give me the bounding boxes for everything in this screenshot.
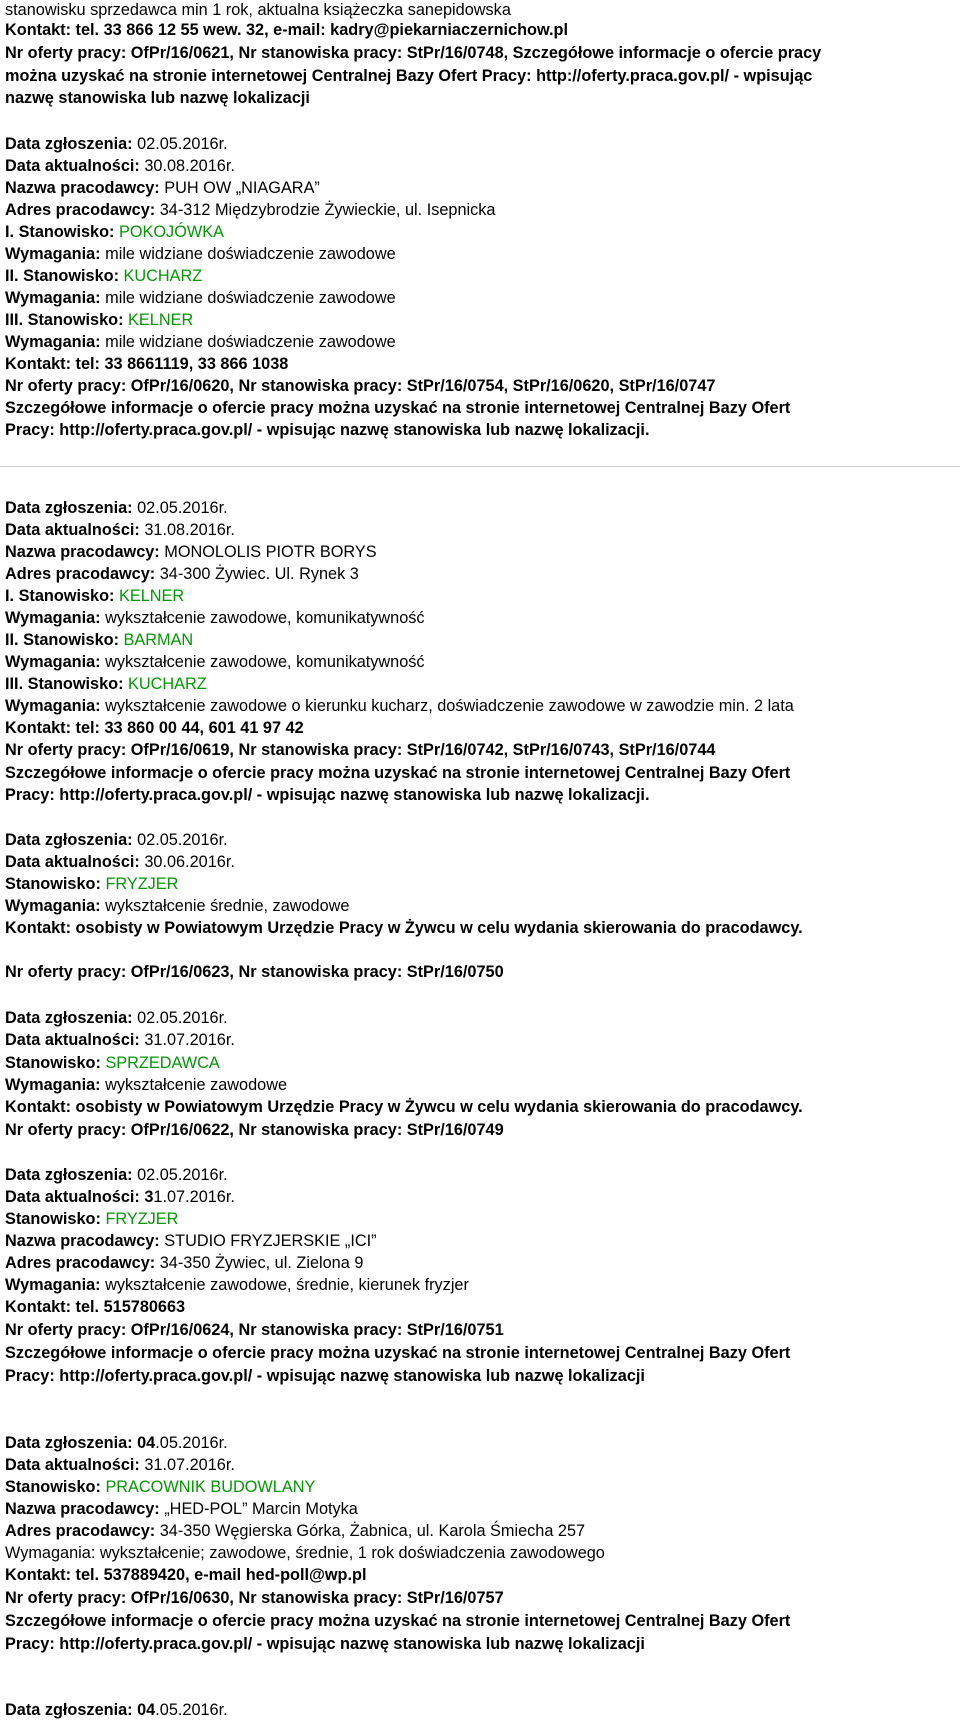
contact-line: Kontakt: tel. 515780663 (5, 1298, 186, 1316)
employer-address: Adres pracodawcy: 34-350 Węgierska Górka, Żabnica, ul. Karola Śmiecha 257 (5, 1522, 586, 1540)
date-valid: Data aktualności: 30.06.2016r. (5, 853, 235, 871)
employer-name: Nazwa pracodawcy: STUDIO FRYZJERSKIE „ICI” (5, 1232, 377, 1250)
requirements: Wymagania: mile widziane doświadczenie zawodowe (5, 245, 396, 263)
date-submitted: Data zgłoszenia: 02.05.2016r. (5, 1166, 228, 1184)
employer-name: Nazwa pracodawcy: PUH OW „NIAGARA” (5, 179, 320, 197)
requirements: Wymagania: wykształcenie zawodowe, komunikatywność (5, 653, 425, 671)
position: Stanowisko: FRYZJER (5, 875, 179, 893)
employer-name: Nazwa pracodawcy: „HED-POL” Marcin Motyka (5, 1500, 358, 1518)
contact-line: Kontakt: tel. 537889420, e-mail hed-poll@wp.pl (5, 1566, 367, 1584)
requirements: Wymagania: mile widziane doświadczenie zawodowe (5, 289, 396, 307)
requirements: Wymagania: wykształcenie średnie, zawodowe (5, 897, 350, 915)
offer-details-line: Szczegółowe informacje o ofercie pracy można uzyskać na stronie internetowej Centralnej Bazy Ofert (5, 1344, 791, 1362)
date-submitted: Data zgłoszenia: 02.05.2016r. (5, 499, 228, 517)
offer-details-line: Pracy: http://oferty.praca.gov.pl/ - wpisując nazwę stanowiska lub nazwę lokalizacji (5, 1367, 645, 1385)
offer-details-line: Szczegółowe informacje o ofercie pracy można uzyskać na stronie internetowej Centralnej Bazy Ofert (5, 399, 791, 417)
divider (0, 466, 960, 467)
offer-details-line: można uzyskać na stronie internetowej Centralnej Bazy Ofert Pracy: http://oferty.praca.gov.pl/ - wpisując (5, 67, 813, 85)
date-valid: Data aktualności: 30.08.2016r. (5, 157, 235, 175)
requirements: Wymagania: mile widziane doświadczenie zawodowe (5, 333, 396, 351)
contact-line: Kontakt: osobisty w Powiatowym Urzędzie Pracy w Żywcu w celu wydania skierowania do pracodawcy. (5, 1098, 803, 1116)
offer-number-line: Nr oferty pracy: OfPr/16/0622, Nr stanowiska pracy: StPr/16/0749 (5, 1121, 504, 1139)
offer-details-line: Pracy: http://oferty.praca.gov.pl/ - wpisując nazwę stanowiska lub nazwę lokalizacji. (5, 786, 650, 804)
contact-line: Kontakt: tel: 33 860 00 44, 601 41 97 42 (5, 719, 304, 737)
position: Stanowisko: SPRZEDAWCA (5, 1054, 220, 1072)
contact-line: Kontakt: osobisty w Powiatowym Urzędzie Pracy w Żywcu w celu wydania skierowania do pracodawcy. (5, 919, 803, 937)
position: Stanowisko: FRYZJER (5, 1210, 179, 1228)
offer-number-line: Nr oferty pracy: OfPr/16/0623, Nr stanowiska pracy: StPr/16/0750 (5, 963, 504, 981)
offer-details-line: Pracy: http://oferty.praca.gov.pl/ - wpisując nazwę stanowiska lub nazwę lokalizacji (5, 1635, 645, 1653)
offer-number-line: Nr oferty pracy: OfPr/16/0621, Nr stanowiska pracy: StPr/16/0748, Szczegółowe informacje o ofercie pracy (5, 44, 822, 62)
date-valid: Data aktualności: 31.07.2016r. (5, 1031, 235, 1049)
position: Stanowisko: PRACOWNIK BUDOWLANY (5, 1478, 316, 1496)
position: III. Stanowisko: KELNER (5, 311, 194, 329)
date-submitted: Data zgłoszenia: 02.05.2016r. (5, 1009, 228, 1027)
offer-details-line: Szczegółowe informacje o ofercie pracy można uzyskać na stronie internetowej Centralnej Bazy Ofert (5, 1612, 791, 1630)
date-submitted: Data zgłoszenia: 04.05.2016r. (5, 1434, 228, 1452)
employer-address: Adres pracodawcy: 34-300 Żywiec. Ul. Rynek 3 (5, 565, 359, 583)
position: I. Stanowisko: KELNER (5, 587, 185, 605)
offer-details-line: nazwę stanowiska lub nazwę lokalizacji (5, 89, 310, 107)
offer-number-line: Nr oferty pracy: OfPr/16/0630, Nr stanowiska pracy: StPr/16/0757 (5, 1589, 504, 1607)
date-submitted: Data zgłoszenia: 02.05.2016r. (5, 135, 228, 153)
employer-name: Nazwa pracodawcy: MONOLOLIS PIOTR BORYS (5, 543, 377, 561)
contact-line: Kontakt: tel. 33 866 12 55 wew. 32, e-mail: kadry@piekarniaczernichow.pl (5, 21, 569, 39)
requirements: Wymagania: wykształcenie zawodowe, komunikatywność (5, 609, 425, 627)
offer-number-line: Nr oferty pracy: OfPr/16/0620, Nr stanowiska pracy: StPr/16/0754, StPr/16/0620, StPr/16/0747 (5, 377, 716, 395)
offer-number-line: Nr oferty pracy: OfPr/16/0624, Nr stanowiska pracy: StPr/16/0751 (5, 1321, 504, 1339)
date-valid: Data aktualności: 31.07.2016r. (5, 1456, 235, 1474)
text-line: stanowisku sprzedawca min 1 rok, aktualna książeczka sanepidowska (5, 1, 511, 19)
position: II. Stanowisko: KUCHARZ (5, 267, 203, 285)
requirements: Wymagania: wykształcenie; zawodowe, średnie, 1 rok doświadczenia zawodowego (5, 1544, 605, 1562)
offer-number-line: Nr oferty pracy: OfPr/16/0619, Nr stanowiska pracy: StPr/16/0742, StPr/16/0743, StPr/16/0744 (5, 741, 716, 759)
offer-details-line: Szczegółowe informacje o ofercie pracy można uzyskać na stronie internetowej Centralnej Bazy Ofert (5, 764, 791, 782)
requirements: Wymagania: wykształcenie zawodowe, średnie, kierunek fryzjer (5, 1276, 469, 1294)
date-valid: Data aktualności: 31.08.2016r. (5, 521, 235, 539)
date-valid: Data aktualności: 31.07.2016r. (5, 1188, 235, 1206)
employer-address: Adres pracodawcy: 34-350 Żywiec, ul. Zielona 9 (5, 1254, 364, 1272)
position: II. Stanowisko: BARMAN (5, 631, 194, 649)
position: III. Stanowisko: KUCHARZ (5, 675, 207, 693)
employer-address: Adres pracodawcy: 34-312 Międzybrodzie Żywieckie, ul. Isepnicka (5, 201, 496, 219)
requirements: Wymagania: wykształcenie zawodowe (5, 1076, 288, 1094)
offer-details-line: Pracy: http://oferty.praca.gov.pl/ - wpisując nazwę stanowiska lub nazwę lokalizacji. (5, 421, 650, 439)
contact-line: Kontakt: tel: 33 8661119, 33 866 1038 (5, 355, 289, 373)
date-submitted: Data zgłoszenia: 02.05.2016r. (5, 831, 228, 849)
requirements: Wymagania: wykształcenie zawodowe o kierunku kucharz, doświadczenie zawodowe w zawodzie min. 2 lata (5, 697, 794, 715)
position: I. Stanowisko: POKOJÓWKA (5, 223, 224, 241)
date-submitted: Data zgłoszenia: 04.05.2016r. (5, 1701, 228, 1719)
